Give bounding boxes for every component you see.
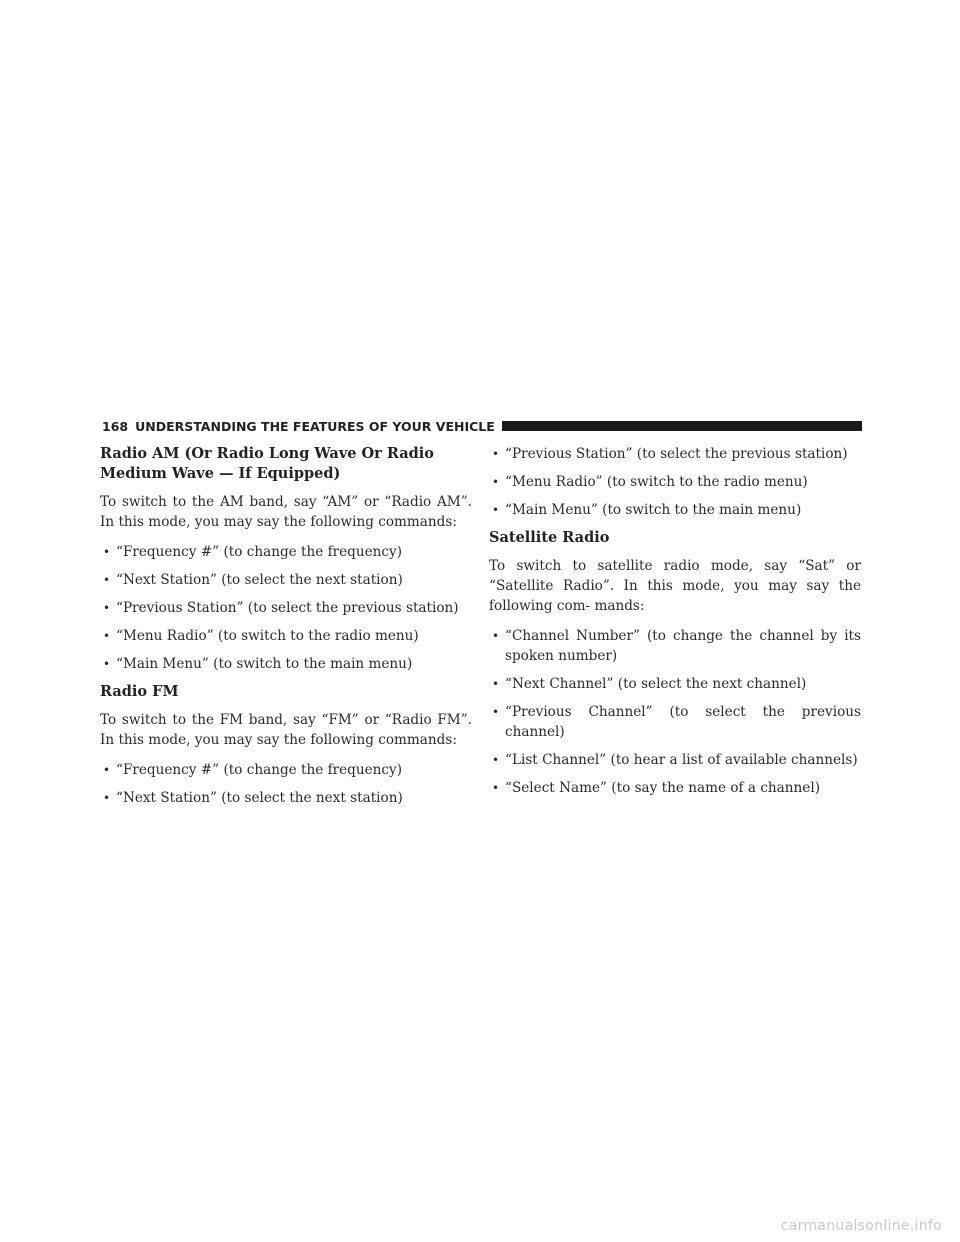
fm-command-list-continued bbox=[489, 444, 861, 520]
list-item: • “List Channel” (to hear a list of available channels) bbox=[489, 750, 861, 770]
fm-intro-paragraph: To switch to the FM band, say “FM” or “Radio FM”. In this mode, you may say the following commands: bbox=[100, 712, 472, 748]
list-item: • “Select Name” (to say the name of a channel) bbox=[489, 778, 861, 798]
list-item: • “Next Channel” (to select the next channel) bbox=[489, 674, 861, 694]
list-item: • “Main Menu” (to switch to the main menu) bbox=[100, 654, 472, 674]
satellite-command-list bbox=[489, 626, 861, 798]
am-intro-paragraph: To switch to the AM band, say “AM” or “Radio AM”. In this mode, you may say the following commands: bbox=[100, 494, 472, 530]
heading-radio-am-line2: Medium Wave — If Equipped) bbox=[100, 465, 341, 482]
left-column bbox=[100, 444, 472, 816]
list-item: • “Channel Number” (to change the channel by its spoken number) bbox=[489, 626, 861, 666]
fm-command-list bbox=[100, 760, 472, 808]
list-item: • “Next Station” (to select the next station) bbox=[100, 570, 472, 590]
list-item: • “Menu Radio” (to switch to the radio menu) bbox=[489, 472, 861, 492]
list-item: • “Frequency #” (to change the frequency) bbox=[100, 542, 472, 562]
right-column bbox=[489, 444, 861, 806]
list-item: • “Previous Station” (to select the previous station) bbox=[100, 598, 472, 618]
list-item: • “Frequency #” (to change the frequency) bbox=[100, 760, 472, 780]
heading-radio-am-line1: Radio AM (Or Radio Long Wave Or Radio bbox=[100, 445, 434, 462]
list-item: • “Next Station” (to select the next station) bbox=[100, 788, 472, 808]
page-number: 168 bbox=[102, 418, 129, 434]
heading-radio-am bbox=[100, 444, 472, 484]
list-item: • “Previous Station” (to select the previous station) bbox=[489, 444, 861, 464]
heading-satellite-radio: Satellite Radio bbox=[489, 529, 610, 546]
header-rule bbox=[502, 421, 862, 431]
list-item: • “Main Menu” (to switch to the main menu) bbox=[489, 500, 861, 520]
am-command-list bbox=[100, 542, 472, 674]
list-item: • “Menu Radio” (to switch to the radio menu) bbox=[100, 626, 472, 646]
satellite-intro-paragraph: To switch to satellite radio mode, say “Sat” or “Satellite Radio”. In this mode, you may say the following com- mands: bbox=[489, 558, 861, 614]
section-title: UNDERSTANDING THE FEATURES OF YOUR VEHICLE bbox=[135, 418, 495, 434]
heading-radio-fm: Radio FM bbox=[100, 683, 179, 700]
watermark: carmanualsonline.info bbox=[780, 1218, 942, 1234]
page-header bbox=[102, 418, 862, 434]
list-item: • “Previous Channel” (to select the previous channel) bbox=[489, 702, 861, 742]
